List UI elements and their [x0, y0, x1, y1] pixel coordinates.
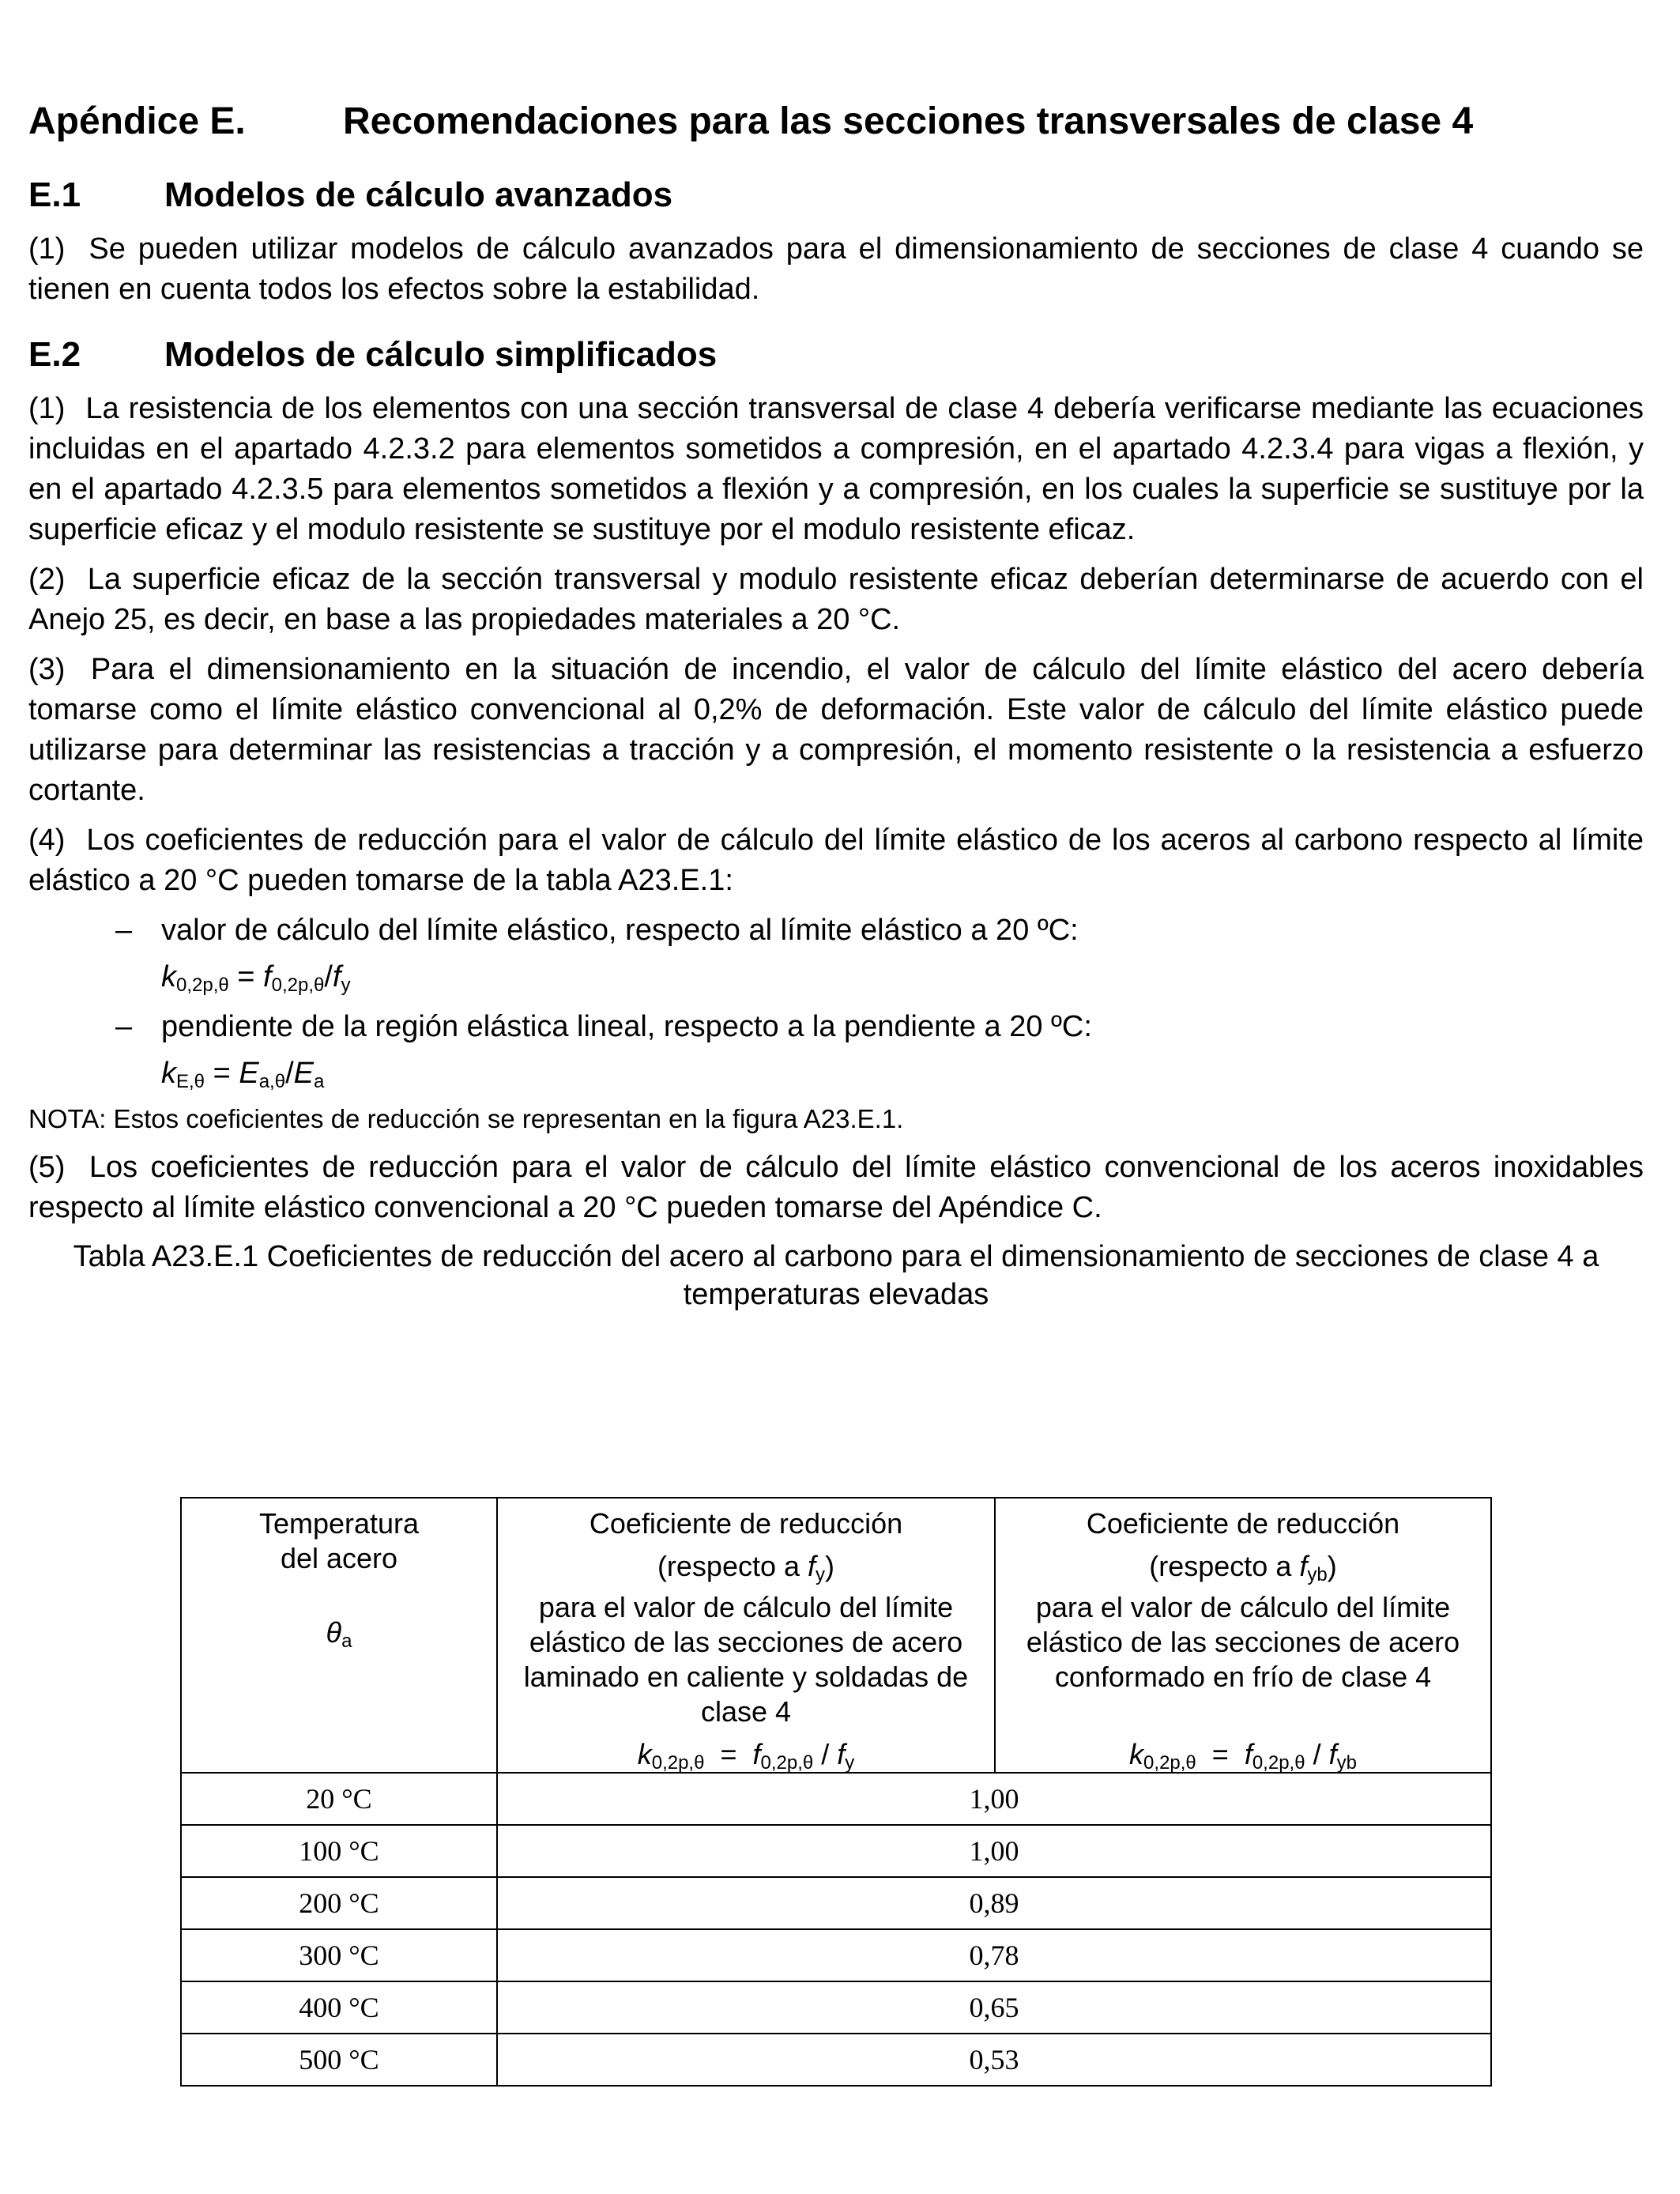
table-row: [181, 2034, 1491, 2086]
reduction-coefficient-table: [180, 1497, 1492, 2087]
appendix-number: Apéndice E.: [28, 100, 246, 142]
table-caption: Tabla A23.E.1 Coeficientes de reducción del acero al carbono para el dimensionamiento de secciones de clase 4 a temperaturas elevadas: [73, 1240, 1599, 1311]
paragraph-number: (2): [28, 563, 66, 596]
table-row: [181, 1929, 1491, 1981]
paragraph-number: (1): [28, 392, 66, 425]
formula-ke: $k_{E,\theta} = E_{a,\theta}/E_a$: [161, 1057, 325, 1092]
paragraph-number: (1): [28, 232, 66, 266]
temperature-cell: 100 °C: [181, 1825, 497, 1877]
value-cell: 0,78: [497, 1929, 1491, 1981]
table-row: [181, 1981, 1491, 2034]
bullet-text: valor de cálculo del límite elástico, respecto al límite elástico a 20 ºC:: [161, 914, 1079, 947]
paragraph-text: La resistencia de los elementos con una sección transversal de clase 4 debería verificarse mediante las ecuaciones incluidas en el apartado 4.2.3.2 para elementos sometidos a compresión, en el apartado 4.2.3.4 para vigas a flexión, y en el apartado 4.2.3.5 para elementos sometidos a flexión y a compresión, en los cuales la superficie se sustituye por la superficie eficaz y el modulo resistente se sustituye por el modulo resistente eficaz.: [28, 392, 1644, 546]
section-number: E.1: [28, 175, 81, 214]
dash-icon: –: [115, 1010, 133, 1043]
paragraph-number: (5): [28, 1151, 66, 1184]
paragraph-text: Para el dimensionamiento en la situación de incendio, el valor de cálculo del límite elástico del acero debería tomarse como el límite elástico convencional al 0,2% de deformación. Este valor de cálculo del límite elástico puede utilizarse para determinar las resistencias a tracción y a compresión, el momento resistente o la resistencia a esfuerzo cortante.: [28, 653, 1644, 807]
paragraph-e2-3: [28, 650, 1644, 811]
bullet-item: [115, 910, 1644, 951]
paragraph-e2-5: [28, 1148, 1644, 1228]
table-row: [181, 1877, 1491, 1929]
table-row: [181, 1773, 1491, 1825]
table-header-row: [181, 1498, 1491, 1773]
table-row: [181, 1825, 1491, 1877]
note-text: NOTA: Estos coeficientes de reducción se representan en la figura A23.E.1.: [28, 1104, 904, 1133]
appendix-title: [28, 93, 1644, 150]
header-cold-formed: Coeficiente de reducción (respecto a $f_{yb}$) para el valor de cálculo del límite elástico de las secciones de acero conformado en frío de clase 4 $k_{0,2p,\theta} = f_{0,2p,\theta} / f_{yb}$: [995, 1498, 1491, 1773]
section-heading-e1: [28, 169, 1644, 221]
paragraph-number: (3): [28, 653, 66, 686]
paragraph-e1-1: [28, 229, 1644, 310]
header-hot-rolled: Coeficiente de reducción (respecto a $f_y$) para el valor de cálculo del límite elástico de las secciones de acero laminado en caliente y soldadas de clase 4 $k_{0,2p,\theta} = f_{0,2p,\theta} / f_y$: [497, 1498, 995, 1773]
header-temperature: Temperatura del acero $\theta_a$: [181, 1498, 497, 1773]
temperature-cell: 400 °C: [181, 1981, 497, 2034]
value-cell: 1,00: [497, 1825, 1491, 1877]
temperature-cell: 20 °C: [181, 1773, 497, 1825]
paragraph-text: Los coeficientes de reducción para el valor de cálculo del límite elástico de los aceros al carbono respecto al límite elástico a 20 °C pueden tomarse de la tabla A23.E.1:: [28, 824, 1644, 897]
paragraph-e2-1: [28, 389, 1644, 550]
formula-k02p: $k_{0,2p,\theta} = f_{0,2p,\theta}/f_y$: [161, 960, 351, 996]
temperature-cell: 300 °C: [181, 1929, 497, 1981]
paragraph-e2-4: [28, 820, 1644, 901]
bullet-item: [115, 1007, 1644, 1047]
temperature-cell: 200 °C: [181, 1877, 497, 1929]
value-cell: 1,00: [497, 1773, 1491, 1825]
paragraph-number: (4): [28, 824, 66, 857]
paragraph-text: Los coeficientes de reducción para el valor de cálculo del límite elástico convencional de los aceros inoxidables respecto al límite elástico convencional a 20 °C pueden tomarse del Apéndice C.: [28, 1151, 1644, 1224]
temperature-cell: 500 °C: [181, 2034, 497, 2086]
bullet-text: pendiente de la región elástica lineal, respecto a la pendiente a 20 ºC:: [161, 1010, 1092, 1043]
paragraph-text: Se pueden utilizar modelos de cálculo avanzados para el dimensionamiento de secciones de clase 4 cuando se tienen en cuenta todos los efectos sobre la estabilidad.: [28, 232, 1644, 306]
section-title: Modelos de cálculo avanzados: [164, 175, 673, 214]
dash-icon: –: [115, 914, 133, 947]
paragraph-text: La superficie eficaz de la sección transversal y modulo resistente eficaz deberían determinarse de acuerdo con el Anejo 25, es decir, en base a las propiedades materiales a 20 °C.: [28, 563, 1644, 636]
appendix-title-text: Recomendaciones para las secciones transversales de clase 4: [343, 100, 1474, 142]
value-cell: 0,65: [497, 1981, 1491, 2034]
section-heading-e2: [28, 329, 1644, 381]
document-page: [28, 93, 1644, 1314]
section-number: E.2: [28, 335, 81, 374]
value-cell: 0,53: [497, 2034, 1491, 2086]
section-title: Modelos de cálculo simplificados: [164, 335, 718, 374]
paragraph-e2-2: [28, 560, 1644, 640]
value-cell: 0,89: [497, 1877, 1491, 1929]
